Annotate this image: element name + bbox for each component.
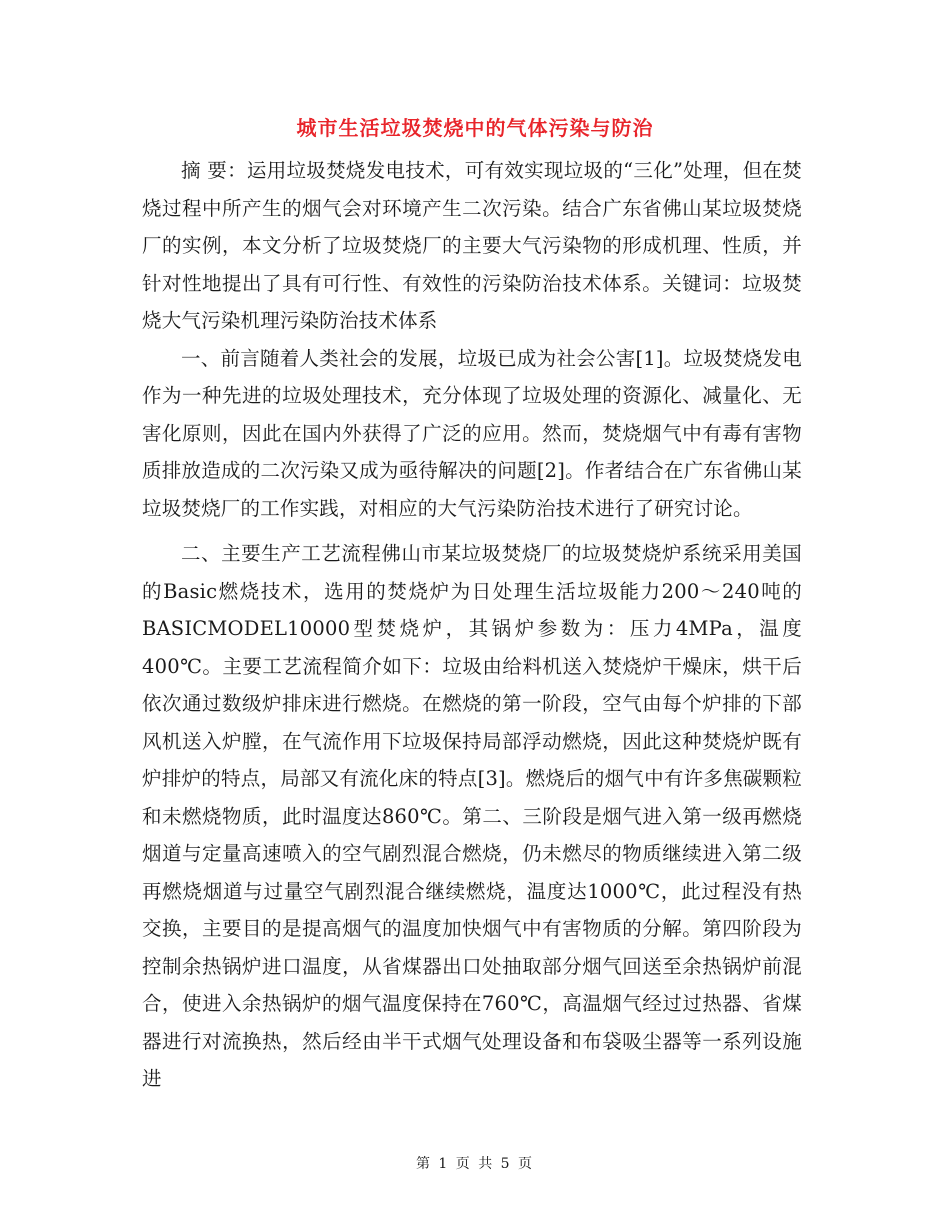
page-number-footer: 第 1 页 共 5 页 [415, 1156, 535, 1172]
introduction-paragraph: 一、前言随着人类社会的发展，垃圾已成为社会公害[1]。垃圾焚烧发电作为一种先进的垃圾处理技术，充分体现了垃圾处理的资源化、减量化、无害化原则，因此在国内外获得了广泛的应用。然而，焚烧烟气中有毒有害物质排放造成的二次污染又成为亟待解决的问题[2]。作者结合在广东省佛山某垃圾焚烧厂的工作实践，对相应的大气污染防治技术进行了研究讨论。 [142, 346, 802, 520]
document-body [142, 152, 802, 1098]
document-title: 城市生活垃圾焚烧中的气体污染与防治 [296, 116, 654, 140]
abstract-paragraph: 摘 要：运用垃圾焚烧发电技术，可有效实现垃圾的“三化”处理，但在焚烧过程中所产生的烟气会对环境产生二次污染。结合广东省佛山某垃圾焚烧厂的实例，本文分析了垃圾焚烧厂的主要大气污染物的形成机理、性质，并针对性地提出了具有可行性、有效性的污染防治技术体系。关键词：垃圾焚烧大气污染机理污染防治技术体系 [142, 159, 802, 332]
process-paragraph: 二、主要生产工艺流程佛山市某垃圾焚烧厂的垃圾焚烧炉系统采用美国的Basic燃烧技术，选用的焚烧炉为日处理生活垃圾能力200～240吨的BASICMODEL10000型焚烧炉，其锅炉参数为：压力4MPa，温度400℃。主要工艺流程简介如下：垃圾由给料机送入焚烧炉干燥床，烘干后依次通过数级炉排床进行燃烧。在燃烧的第一阶段，空气由每个炉排的下部风机送入炉膛，在气流作用下垃圾保持局部浮动燃烧，因此这种焚烧炉既有炉排炉的特点，局部又有流化床的特点[3]。燃烧后的烟气中有许多焦碳颗粒和未燃烧物质，此时温度达860℃。第二、三阶段是烟气进入第一级再燃烧烟道与定量高速喷入的空气剧烈混合燃烧，仍未燃尽的物质继续进入第二级再燃烧烟道与过量空气剧烈混合继续燃烧，温度达1000℃，此过程没有热交换，主要目的是提高烟气的温度加快烟气中有害物质的分解。第四阶段为控制余热锅炉进口温度，从省煤器出口处抽取部分烟气回送至余热锅炉前混合，使进入余热锅炉的烟气温度保持在760℃，高温烟气经过过热器、省煤器进行对流换热，然后经由半干式烟气处理设备和布袋吸尘器等一系列设施进 [142, 542, 802, 1090]
